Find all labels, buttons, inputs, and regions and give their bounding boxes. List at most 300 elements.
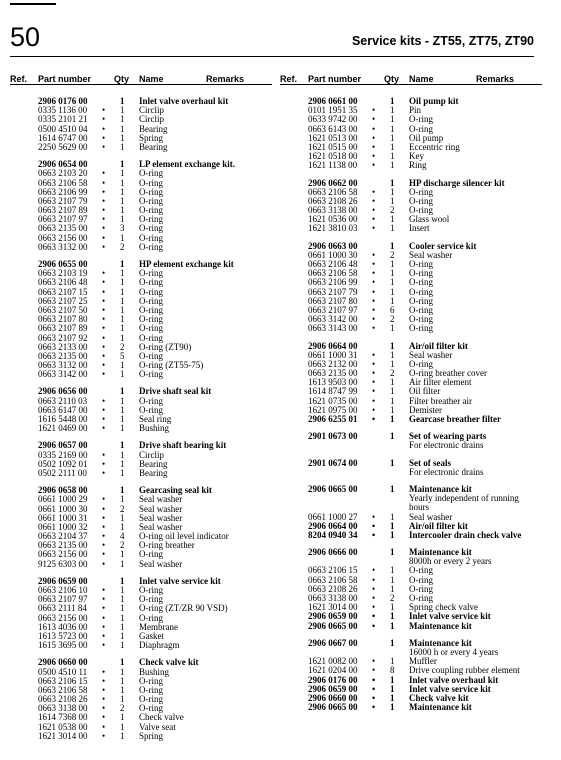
part-name: O-ring breather cover (409, 368, 487, 379)
part-name: Drive shaft bearing kit (139, 440, 227, 451)
part-name: O-ring (139, 186, 163, 197)
part-number: 0663 2106 58 (308, 268, 358, 279)
header-name: Name (139, 74, 164, 84)
part-name: For electronic drains (409, 440, 484, 451)
part-number: 0663 2106 48 (308, 259, 358, 269)
bullet: • (372, 404, 376, 415)
quantity: 1 (120, 549, 125, 560)
quantity: 1 (120, 558, 125, 569)
bullet: • (102, 141, 106, 152)
kit-block (280, 548, 542, 631)
quantity: 1 (390, 358, 395, 369)
quantity: 1 (120, 232, 125, 243)
bullet: • (102, 449, 106, 460)
quantity: 1 (120, 369, 125, 380)
part-name: O-ring (139, 314, 163, 325)
part-number: 2906 0665 00 (308, 702, 358, 713)
part-name: Spring (139, 730, 164, 741)
part-number: 1621 3014 00 (308, 602, 358, 613)
quantity: 2 (390, 249, 395, 260)
part-number: 2906 0657 00 (38, 440, 88, 451)
part-number: 0335 1136 00 (38, 105, 88, 116)
part-number: 1621 0204 00 (308, 665, 358, 676)
bullet: • (102, 630, 106, 641)
part-name: Seal washer (139, 521, 183, 532)
bullet: • (372, 105, 376, 116)
part-number: 0663 2104 37 (38, 531, 88, 542)
part-row (280, 324, 542, 333)
part-row (280, 531, 542, 540)
part-number: 1621 0735 00 (308, 395, 358, 406)
kit-block (280, 432, 542, 450)
bullet: • (102, 712, 106, 723)
part-row (280, 224, 542, 233)
quantity: 1 (390, 431, 395, 442)
part-number: 0663 2156 00 (38, 549, 88, 560)
bullet: • (372, 602, 376, 613)
quantity: 1 (120, 730, 125, 741)
part-name: Bushing (139, 666, 170, 677)
bullet: • (102, 423, 106, 434)
bullet: • (102, 295, 106, 306)
bullet: • (372, 529, 376, 540)
quantity: 1 (120, 214, 125, 225)
bullet: • (102, 350, 106, 361)
bullet: • (102, 168, 106, 179)
part-name: For electronic drains (409, 466, 484, 477)
part-name: Inlet valve service kit (139, 575, 221, 586)
quantity: 1 (120, 314, 125, 325)
bullet: • (372, 674, 376, 685)
part-number: 1621 0082 00 (308, 656, 358, 667)
quantity: 2 (390, 368, 395, 379)
part-name: Oil pump kit (409, 96, 459, 106)
bullet: • (102, 186, 106, 197)
part-name: Bearing (139, 458, 168, 469)
bullet: • (102, 214, 106, 225)
part-number: 0663 2107 92 (38, 332, 88, 343)
quantity: 1 (390, 414, 395, 424)
quantity: 1 (120, 114, 125, 125)
bullet: • (372, 195, 376, 206)
part-number: 0663 2133 00 (38, 341, 88, 352)
quantity: 1 (120, 323, 125, 334)
bullet: • (372, 583, 376, 594)
part-number: 0663 2106 15 (38, 675, 88, 686)
part-number: 2906 0666 00 (308, 547, 358, 558)
quantity: 1 (390, 151, 395, 162)
part-name: 8000h or every 2 years (409, 556, 492, 567)
bullet: • (372, 511, 376, 522)
part-name: Bearing (139, 141, 168, 152)
part-name: O-ring (409, 259, 433, 269)
bullet: • (372, 358, 376, 369)
bullet: • (102, 594, 106, 605)
quantity: 3 (120, 223, 125, 234)
part-row (10, 424, 272, 433)
part-name: Set of seals (409, 457, 451, 468)
kit-block (280, 459, 542, 477)
quantity: 1 (390, 223, 395, 234)
part-name: O-ring (409, 565, 433, 576)
bullet: • (102, 585, 106, 595)
part-number: 2906 0176 00 (308, 674, 358, 685)
part-number: 2906 0665 00 (308, 483, 358, 494)
kit-block (280, 179, 542, 234)
part-number: 2250 5629 00 (38, 141, 88, 152)
bullet: • (102, 531, 106, 542)
part-number: 0661 1000 31 (308, 349, 358, 360)
quantity: 1 (390, 186, 395, 197)
quantity: 1 (390, 620, 395, 631)
bullet: • (372, 656, 376, 667)
part-number: 2906 0663 00 (308, 240, 358, 251)
part-number: 1613 5723 00 (38, 630, 88, 641)
part-name: O-ring (139, 350, 163, 361)
bullet: • (372, 620, 376, 631)
bullet: • (102, 360, 106, 371)
part-name: HP discharge silencer kit (409, 177, 505, 188)
part-name: O-ring (409, 295, 433, 306)
bullet: • (372, 702, 376, 713)
part-name: Circlip (139, 449, 164, 460)
quantity: 1 (120, 195, 125, 206)
part-number: 1621 0538 00 (38, 721, 88, 732)
part-number: 0663 3142 00 (38, 369, 88, 380)
part-number: 0502 1092 01 (38, 458, 88, 469)
part-number: 0663 2135 00 (38, 223, 88, 234)
part-row (10, 370, 272, 379)
kit-block (280, 485, 542, 540)
bullet: • (372, 151, 376, 162)
bullet: • (372, 186, 376, 197)
part-name: O-ring (409, 323, 433, 334)
part-number: 0663 2108 26 (38, 694, 88, 705)
part-name: Membrane (139, 621, 178, 632)
part-number: 2906 0659 00 (308, 683, 358, 694)
quantity: 8 (390, 665, 395, 676)
part-number: 0663 2106 15 (308, 565, 358, 576)
part-number: 2906 0667 00 (308, 637, 358, 648)
part-name: O-ring (139, 177, 163, 188)
part-number: 2906 0659 00 (38, 575, 88, 586)
part-name: Gasket (139, 630, 164, 641)
quantity: 1 (390, 674, 395, 685)
quantity: 1 (120, 603, 125, 614)
part-name: O-ring (139, 277, 163, 288)
part-row (10, 243, 272, 252)
bullet: • (102, 395, 106, 406)
bullet: • (102, 341, 106, 352)
part-number: 2906 0176 00 (38, 96, 88, 106)
kit-block (280, 97, 542, 171)
part-name: O-ring (139, 395, 163, 406)
part-name: O-ring (139, 594, 163, 605)
quantity: 1 (390, 160, 395, 171)
part-name: O-ring (139, 612, 163, 623)
part-name: Drive coupling rubber element (409, 665, 520, 676)
part-name: Maintenance kit (409, 547, 472, 558)
part-name: Bearing (139, 467, 168, 478)
quantity: 1 (120, 512, 125, 523)
part-number: 0663 2107 79 (308, 286, 358, 297)
bullet: • (372, 160, 376, 171)
part-number: 0101 1951 35 (308, 105, 358, 116)
part-name: O-ring (139, 549, 163, 560)
part-name: Seal ring (139, 414, 172, 424)
bullet: • (102, 521, 106, 532)
part-name: O-ring (409, 205, 433, 216)
bullet: • (372, 386, 376, 397)
part-number: 1614 7368 00 (38, 712, 88, 723)
part-number: 2906 0660 00 (308, 692, 358, 703)
quantity: 1 (120, 277, 125, 288)
part-name: O-ring (ZT55-75) (139, 360, 204, 371)
part-number: 0663 3138 00 (38, 703, 88, 714)
part-number: 0663 2107 50 (38, 304, 88, 315)
part-number: 0663 2107 89 (38, 323, 88, 334)
part-name: Set of wearing parts (409, 431, 487, 442)
quantity: 1 (120, 177, 125, 188)
part-row (280, 703, 542, 712)
quantity: 1 (120, 640, 125, 651)
parts-column-right (280, 73, 542, 720)
column-header (280, 73, 542, 85)
part-number: 1615 3695 00 (38, 640, 88, 651)
part-row (10, 732, 272, 741)
bullet: • (372, 304, 376, 315)
quantity: 1 (390, 692, 395, 703)
bullet: • (372, 593, 376, 603)
part-number: 0663 2107 80 (308, 295, 358, 306)
part-number: 1621 3810 03 (308, 223, 358, 234)
part-name: Diaphragm (139, 640, 180, 651)
part-name: O-ring (409, 593, 433, 603)
part-number: 0663 6147 00 (38, 404, 88, 415)
part-name: Ring (409, 160, 427, 171)
quantity: 1 (390, 323, 395, 334)
kit-list (280, 85, 542, 712)
bullet: • (102, 195, 106, 206)
part-name: Gearcase breather filter (409, 414, 501, 424)
bullet: • (102, 558, 106, 569)
quantity: 1 (390, 105, 395, 116)
part-name: O-ring (139, 304, 163, 315)
part-number: 0661 1000 27 (308, 511, 358, 522)
part-name: Insert (409, 223, 430, 234)
part-number: 2906 0662 00 (308, 177, 358, 188)
part-number: 0663 2103 20 (38, 168, 88, 179)
bullet: • (372, 268, 376, 279)
part-name: O-ring (139, 214, 163, 225)
quantity: 1 (390, 602, 395, 613)
part-name: O-ring (139, 404, 163, 415)
quantity: 2 (120, 241, 125, 252)
bullet: • (372, 214, 376, 225)
header-name: Name (409, 74, 434, 84)
part-number: 0661 1000 32 (38, 521, 88, 532)
bullet: • (102, 223, 106, 234)
part-number: 0663 2106 58 (38, 177, 88, 188)
part-name: Cooler service kit (409, 240, 477, 251)
quantity: 1 (120, 141, 125, 152)
part-number: 1621 0515 00 (308, 141, 358, 152)
quantity: 1 (120, 205, 125, 216)
quantity: 1 (390, 511, 395, 522)
bullet: • (102, 666, 106, 677)
quantity: 1 (390, 141, 395, 152)
part-name: O-ring (139, 703, 163, 714)
part-row (280, 161, 542, 170)
bullet: • (102, 205, 106, 216)
quantity: 1 (120, 458, 125, 469)
part-name: O-ring (139, 195, 163, 206)
part-number: 2906 0664 00 (308, 340, 358, 351)
bullet: • (372, 683, 376, 694)
part-number: 1621 0469 00 (38, 423, 88, 434)
header-part-number: Part number (308, 74, 362, 84)
part-number: 0663 2103 19 (38, 268, 88, 279)
part-number: 0663 2107 79 (38, 195, 88, 206)
part-name: Seal washer (139, 503, 183, 514)
part-number: 0663 2106 10 (38, 585, 88, 595)
part-name: O-ring (139, 585, 163, 595)
quantity: 6 (390, 304, 395, 315)
part-number: 1621 0518 00 (308, 151, 358, 162)
header-qty: Qty (384, 74, 400, 84)
part-name: O-ring (139, 675, 163, 686)
bullet: • (102, 414, 106, 424)
part-name: Spring check valve (409, 602, 478, 613)
quantity: 4 (120, 531, 125, 542)
part-name: Bushing (139, 423, 170, 434)
quantity: 1 (120, 494, 125, 505)
part-name: Eccentric ring (409, 141, 460, 152)
quantity: 1 (390, 611, 395, 622)
quantity: 1 (120, 630, 125, 641)
part-number: 0663 2106 58 (38, 684, 88, 695)
part-name: O-ring (139, 684, 163, 695)
quantity: 1 (390, 656, 395, 667)
bullet: • (372, 520, 376, 531)
part-number: 2906 0661 00 (308, 96, 358, 106)
quantity: 1 (120, 684, 125, 695)
bullet: • (102, 512, 106, 523)
part-name: Demister (409, 404, 442, 415)
bullet: • (372, 295, 376, 306)
bullet: • (372, 286, 376, 297)
bullet: • (102, 369, 106, 380)
bullet: • (102, 603, 106, 614)
part-number: 1621 1138 00 (308, 160, 358, 171)
part-number: 0663 2135 00 (308, 368, 358, 379)
part-number: 0663 2135 00 (38, 350, 88, 361)
quantity: 1 (120, 612, 125, 623)
quantity: 1 (390, 404, 395, 415)
part-number: 0335 2101 21 (38, 114, 88, 125)
bullet: • (102, 277, 106, 288)
part-number: 0663 3132 00 (38, 360, 88, 371)
quantity: 1 (390, 574, 395, 585)
part-name: Valve seat (139, 721, 176, 732)
quantity: 1 (120, 286, 125, 297)
part-name: Air/oil filter kit (409, 340, 468, 351)
bullet: • (372, 223, 376, 234)
quantity: 1 (120, 295, 125, 306)
quantity: 1 (390, 583, 395, 594)
bullet: • (102, 304, 106, 315)
part-name: Inlet valve overhaul kit (139, 96, 229, 106)
part-name: Oil pump (409, 132, 444, 143)
bullet: • (102, 503, 106, 514)
part-number: 2906 0659 00 (308, 611, 358, 622)
part-name: O-ring (139, 286, 163, 297)
quantity: 1 (120, 268, 125, 279)
quantity: 1 (390, 457, 395, 468)
kit-block (10, 441, 272, 478)
bullet: • (102, 332, 106, 343)
header-remarks: Remarks (206, 74, 245, 84)
part-name: Air filter element (409, 377, 472, 388)
part-name: 16000 h or every 4 years (409, 646, 499, 657)
part-number: 0500 4510 11 (38, 666, 88, 677)
quantity: 1 (390, 295, 395, 306)
part-number: 1616 5448 00 (38, 414, 88, 424)
part-name: Drive shaft seal kit (139, 386, 212, 397)
quantity: 1 (120, 123, 125, 134)
part-name: Muffler (409, 656, 437, 667)
part-name: O-ring oil level indicator (139, 531, 229, 542)
part-name: Check valve kit (409, 692, 469, 703)
part-number: 0663 2111 84 (38, 603, 87, 614)
part-number: 0661 1000 30 (308, 249, 358, 260)
part-number: 0661 1000 30 (38, 503, 88, 514)
part-name: Seal washer (409, 349, 453, 360)
bullet: • (102, 549, 106, 560)
part-row (10, 469, 272, 478)
part-name: O-ring (139, 295, 163, 306)
part-number: 2906 0656 00 (38, 386, 88, 397)
bullet: • (372, 692, 376, 703)
part-name: Seal washer (139, 494, 183, 505)
part-number: 0663 3132 00 (38, 241, 88, 252)
part-number: 9125 6303 00 (38, 558, 88, 569)
quantity: 2 (120, 341, 125, 352)
part-name: O-ring (139, 205, 163, 216)
quantity: 2 (120, 540, 125, 551)
bullet: • (102, 404, 106, 415)
part-number: 0663 6143 00 (308, 123, 358, 134)
part-row (280, 468, 542, 477)
bullet: • (372, 123, 376, 134)
part-number: 0663 3142 00 (308, 314, 358, 325)
kit-block (10, 260, 272, 379)
kit-block (280, 639, 542, 713)
part-name: O-ring (409, 123, 433, 134)
part-name: O-ring (409, 186, 433, 197)
part-name: Seal washer (139, 512, 183, 523)
part-name: O-ring (139, 223, 163, 234)
quantity: 1 (390, 637, 395, 648)
kit-block (10, 97, 272, 152)
part-name: O-ring (139, 232, 163, 243)
part-name: Air/oil filter kit (409, 520, 468, 531)
bullet: • (372, 323, 376, 334)
part-number: 0663 2106 99 (308, 277, 358, 288)
quantity: 1 (390, 114, 395, 125)
part-number: 0663 2107 97 (38, 594, 88, 605)
part-number: 0502 2111 00 (38, 467, 87, 478)
